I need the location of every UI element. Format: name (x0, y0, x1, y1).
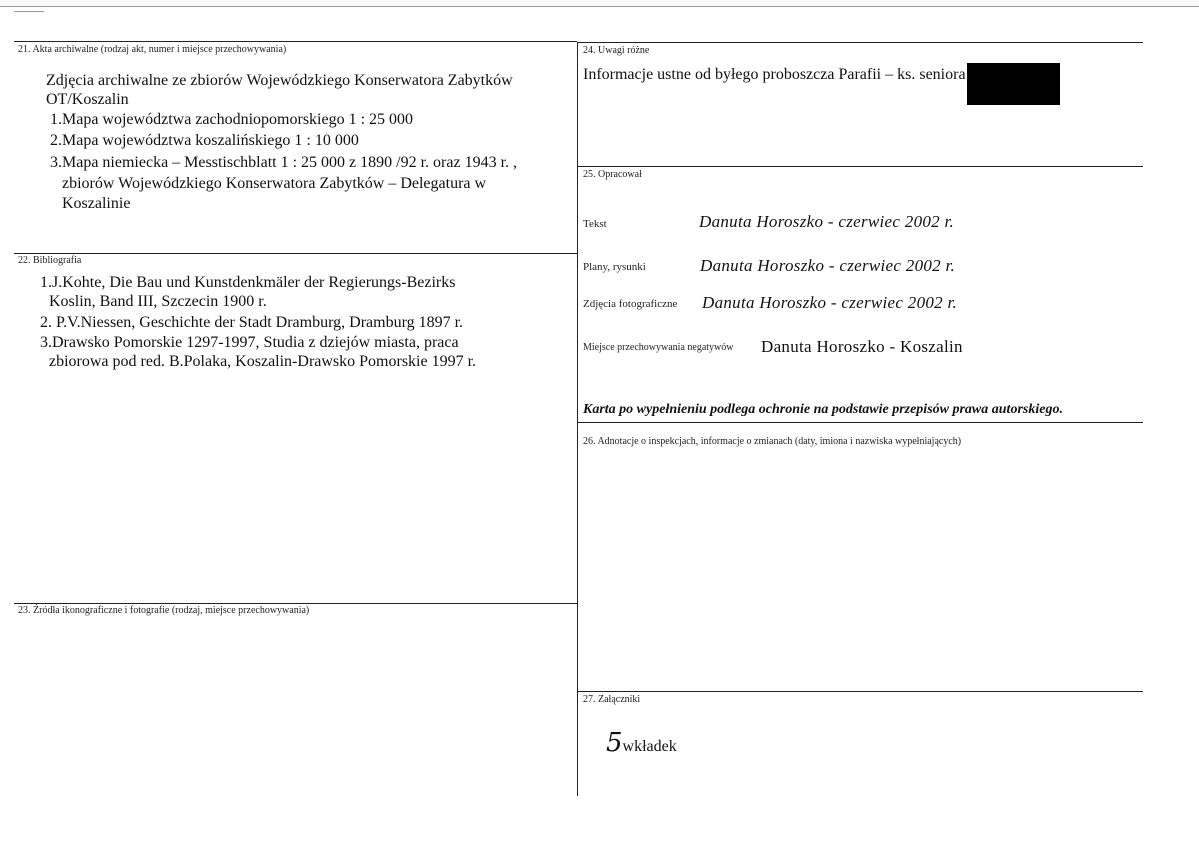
section-21-line: zbiorów Wojewódzkiego Konserwatora Zabytków – Delegatura w (62, 175, 487, 192)
section-22-label: 22. Bibliografia (18, 255, 82, 266)
scan-edge (0, 0, 1199, 7)
section-21-line: Zdjęcia archiwalne ze zbiorów Wojewódzkiego Konserwatora Zabytków (46, 72, 513, 89)
attachments-entry (606, 728, 677, 758)
attachments-count: 5 (606, 728, 623, 758)
author-row-value: Danuta Horoszko - czerwiec 2002 r. (699, 212, 955, 231)
author-row-key: Tekst (583, 218, 607, 230)
bibliography-item: 2. P.V.Niessen, Geschichte der Stadt Dramburg, Dramburg 1897 r. (40, 314, 464, 331)
section-23-border (14, 603, 577, 604)
section-24-label: 24. Uwagi różne (583, 45, 650, 56)
section-21-line: 3.Mapa niemiecka – Messtischblatt 1 : 25 000 z 1890 /92 r. oraz 1943 r. , (50, 154, 518, 171)
section-21-line: 1.Mapa województwa zachodniopomorskiego 1 : 25 000 (50, 111, 414, 128)
section-23-label: 23. Źródła ikonograficzne i fotografie (rodzaj, miejsce przechowywania) (18, 605, 310, 616)
bibliography-item: zbiorowa pod red. B.Polaka, Koszalin-Drawsko Pomorskie 1997 r. (49, 353, 477, 370)
column-divider (577, 42, 578, 796)
section-26-border (577, 422, 1143, 423)
author-row-value: Danuta Horoszko - czerwiec 2002 r. (702, 293, 958, 312)
bibliography-item: 3.Drawsko Pomorskie 1297-1997, Studia z dziejów miasta, praca (40, 334, 459, 351)
section-25-label: 25. Opracował (583, 169, 642, 180)
negatives-storage-key: Miejsce przechowywania negatywów (583, 342, 734, 353)
section-21-border (14, 41, 577, 42)
section-27-border (577, 691, 1143, 692)
redaction-box (967, 63, 1060, 105)
negatives-storage-value: Danuta Horoszko - Koszalin (761, 337, 963, 356)
author-row-key: Plany, rysunki (583, 261, 646, 273)
scan-mark (14, 11, 44, 12)
attachments-text: wkładek (622, 738, 677, 755)
bibliography-item: Koslin, Band III, Szczecin 1900 r. (49, 293, 267, 310)
section-21-label: 21. Akta archiwalne (rodzaj akt, numer i miejsce przechowywania) (18, 44, 287, 55)
section-21-line: Koszalinie (62, 195, 131, 212)
section-27-label: 27. Załączniki (583, 694, 641, 705)
section-24-text: Informacje ustne od byłego proboszcza Parafii – ks. seniora (583, 66, 966, 83)
section-24-border (577, 42, 1143, 43)
section-26-label: 26. Adnotacje o inspekcjach, informacje o zmianach (daty, imiona i nazwiska wypełniających) (583, 436, 962, 447)
section-25-border (577, 166, 1143, 167)
section-21-line: 2.Mapa województwa koszalińskiego 1 : 10 000 (50, 132, 359, 149)
author-row-value: Danuta Horoszko - czerwiec 2002 r. (700, 256, 956, 275)
author-row-key: Zdjęcia fotograficzne (583, 298, 678, 310)
copyright-notice: Karta po wypełnieniu podlega ochronie na podstawie przepisów prawa autorskiego. (583, 402, 1063, 417)
bibliography-item: 1.J.Kohte, Die Bau und Kunstdenkmäler der Regierungs-Bezirks (40, 274, 456, 291)
section-22-border (14, 253, 577, 254)
section-21-line: OT/Koszalin (46, 91, 129, 108)
